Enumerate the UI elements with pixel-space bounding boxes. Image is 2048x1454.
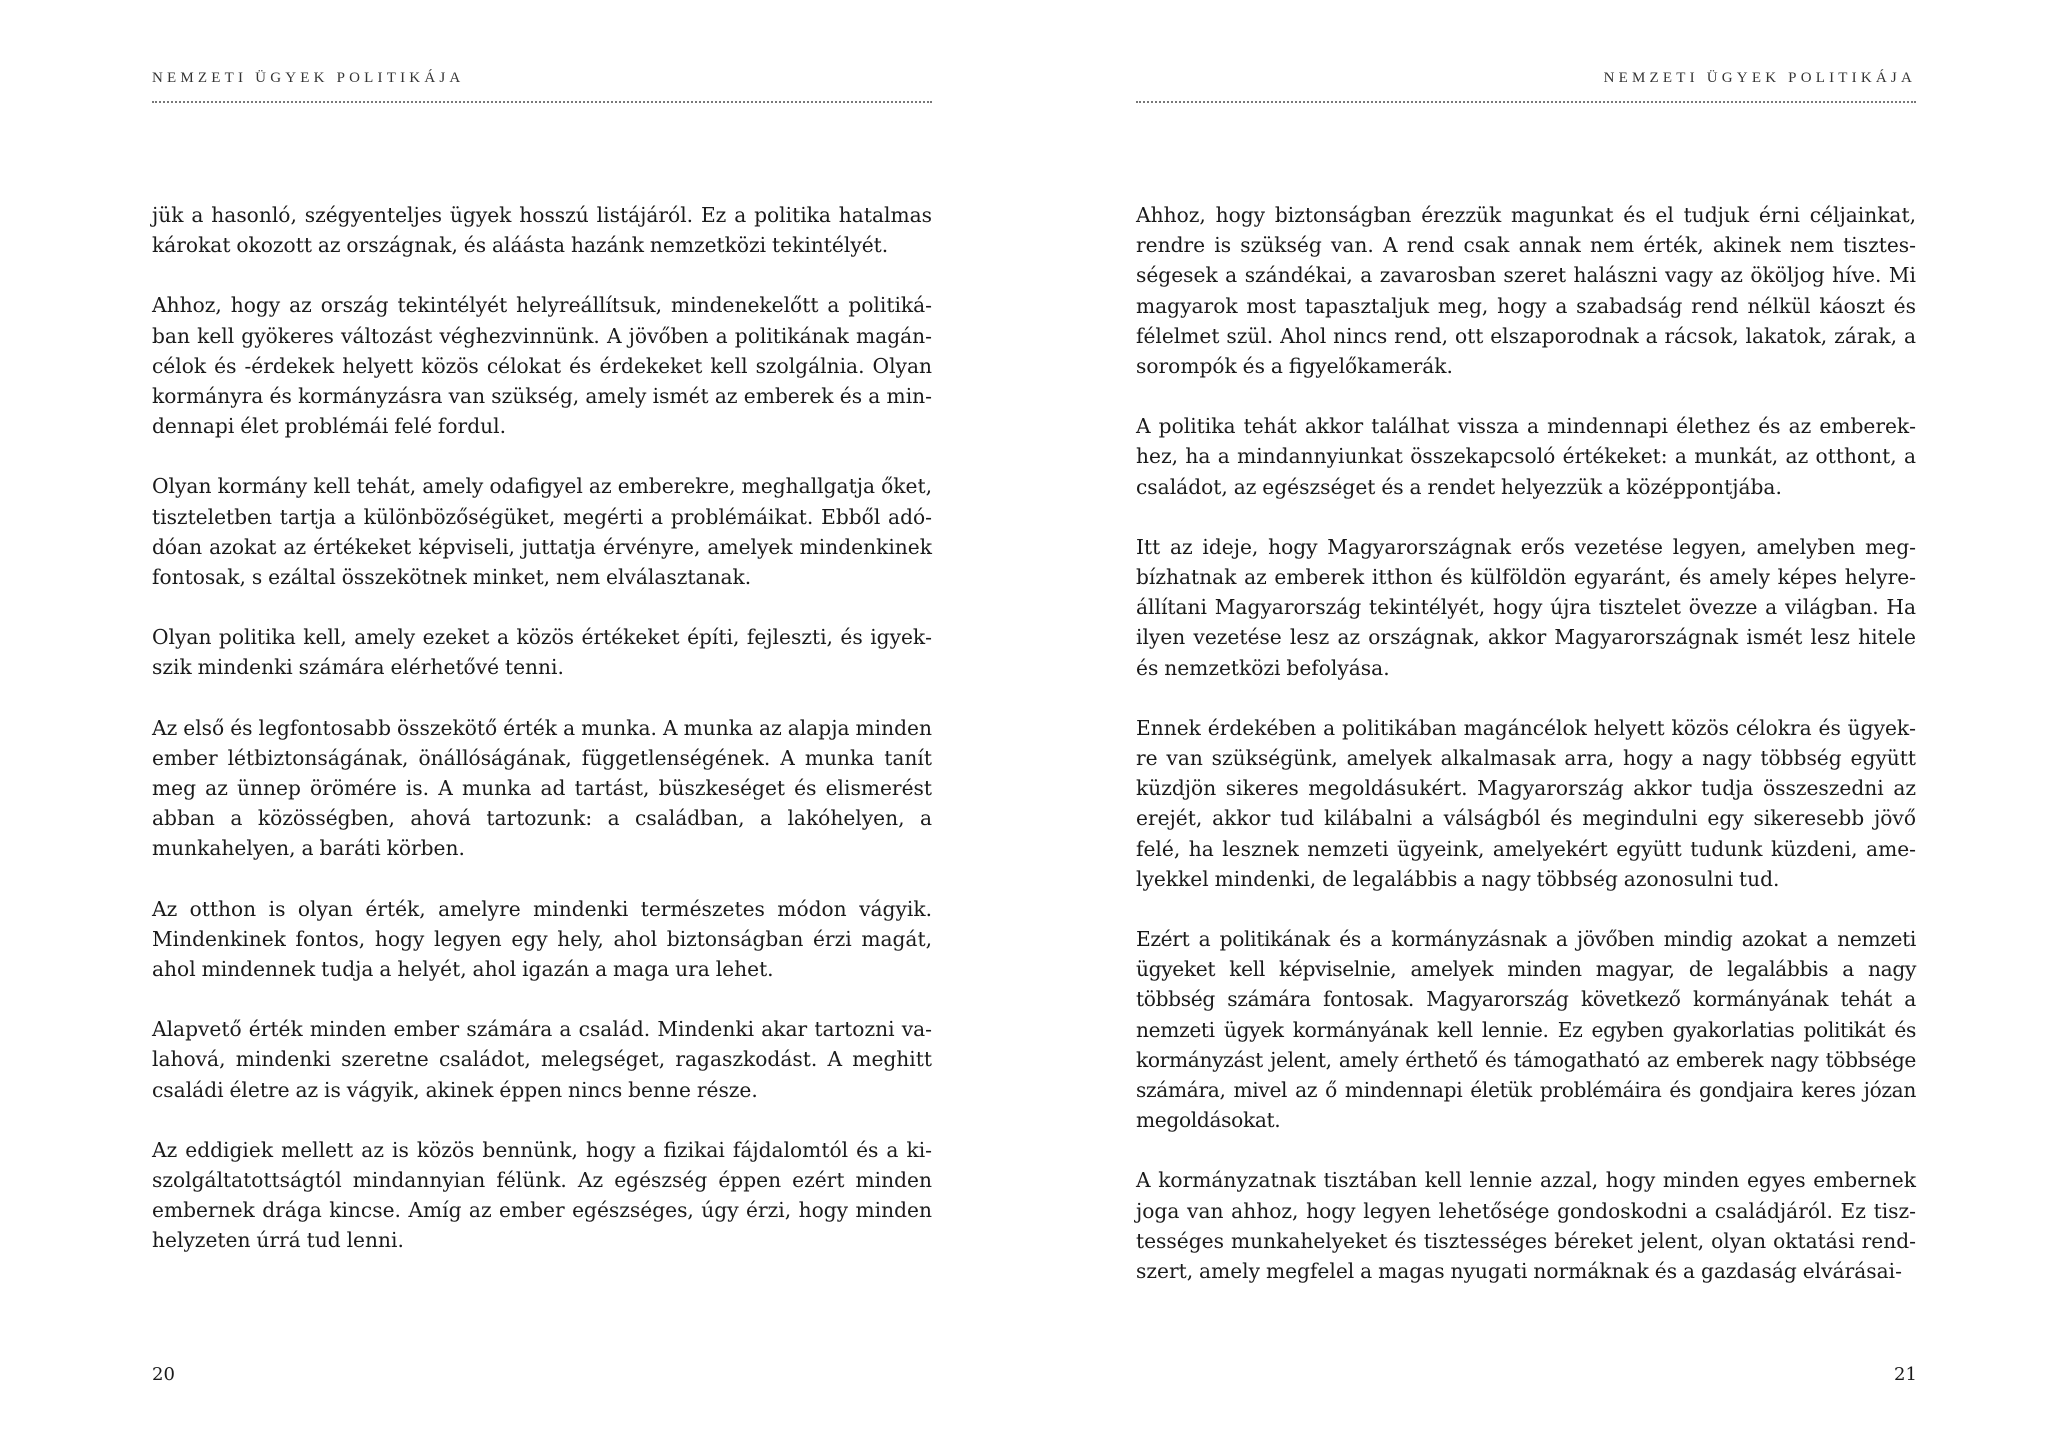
paragraph: Olyan politika kell, amely ezeket a közös értékeket építi, fejleszti, és igyekszik mindenki számára elérhetővé tenni. bbox=[152, 625, 932, 680]
paragraph: A politika tehát akkor találhat vissza a mindennapi élethez és az emberekhez, ha a mindannyiunkat összekapcsoló értékeket: a munkát, az otthont, a családot, az egészséget és a rendet helyezzük a középpontjába. bbox=[1136, 414, 1916, 499]
paragraph: Itt az ideje, hogy Magyarországnak erős vezetése legyen, amelyben megbízhatnak az emberek itthon és külföldön egyaránt, és amely képes helyreállítani Magyarország tekintélyét, hogy újra tisztelet övezze a világban. Ha ilyen vezetése lesz az országnak, akkor Magyarországnak ismét lesz hitele és nemzetközi befolyása. bbox=[1136, 534, 1916, 680]
paragraph: Ezért a politikának és a kormányzásnak a jövőben mindig azokat a nemzeti ügyeket kell képviselnie, amelyek minden magyar, de legalábbis a nagy többség számára fontosak. Magyarország következő kormányának tehát a nemzeti ügyek kormányának kell lennie. Ez egyben gyakorlatias politikát és kormányzást jelent, amely érthető és támogatható az emberek nagy többsége számára, mivel az ő mindennapi életük problémáira és gondjaira keres józan megoldásokat. bbox=[1136, 927, 1916, 1133]
paragraph: Az első és legfontosabb összekötő érték a munka. A munka az alapja minden ember létbiztonságának, önállóságának, függetlenségének. A munka tanít meg az ünnep örömére is. A munka ad tartást, büszkeséget és elismerést abban a közösségben, ahová tartozunk: a családban, a lakóhelyen, a munkahelyen, a baráti körben. bbox=[152, 715, 932, 861]
paragraph: Ennek érdekében a politikában magáncélok helyett közös célokra és ügyekre van szükségünk, amelyek alkalmasak arra, hogy a nagy többség együtt küzdjön sikeres megoldásukért. Magyarország akkor tudja összeszedni az erejét, akkor tud kilábalni a válságból és megindulni egy sikeresebb jövő felé, ha lesznek nemzeti ügyeink, amelyekért együtt tudunk küzdeni, amelyekkel mindenki, de legalábbis a nagy többség azonosulni tud. bbox=[1136, 715, 1916, 891]
paragraph: Alapvető érték minden ember számára a család. Mindenki akar tartozni valahová, mindenki szeretne családot, melegséget, ragaszkodást. A meghitt családi életre az is vágyik, akinek éppen nincs benne része. bbox=[152, 1017, 932, 1102]
paragraph: Az eddigiek mellett az is közös bennünk, hogy a fizikai fájdalomtól és a kiszolgáltatottságtól mindannyian félünk. Az egészség éppen ezért minden embernek drága kincse. Amíg az ember egészséges, úgy érzi, hogy minden helyzeten úrrá tud lenni. bbox=[152, 1137, 932, 1253]
paragraph: Ahhoz, hogy az ország tekintélyét helyreállítsuk, mindenekelőtt a politikában kell gyökeres változást véghezvinnünk. A jövőben a politikának magáncélok és -érdekek helyett közös célokat és érdekeket kell szolgálnia. Olyan kormányra és kormányzásra van szükség, amely ismét az emberek és a mindennapi élet problémái felé fordul. bbox=[152, 293, 932, 439]
paragraph: Az otthon is olyan érték, amelyre mindenki természetes módon vágyik. Mindenkinek fontos, hogy legyen egy hely, ahol biztonságban érzi magát, ahol mindennek tudja a helyét, ahol igazán a maga ura lehet. bbox=[152, 896, 932, 982]
body-text bbox=[152, 200, 932, 1286]
paragraph: jük a hasonló, szégyenteljes ügyek hosszú listájáról. Ez a politika hatalmas károkat okozott az országnak, és aláásta hazánk nemzetközi tekintélyét. bbox=[152, 203, 932, 258]
page-number: 21 bbox=[1894, 1364, 1917, 1385]
running-header: NEMZETI ÜGYEK POLITIKÁJA bbox=[1136, 70, 1916, 103]
right-page bbox=[1024, 0, 2048, 1454]
paragraph: A kormányzatnak tisztában kell lennie azzal, hogy minden egyes embernek joga van ahhoz, hogy legyen lehetősége gondoskodni a családjáról. Ez tisztességes munkahelyeket és tisztességes béreket jelent, olyan oktatási rendszert, amely megfelel a magas nyugati normáknak és a gazdaság elvárásai- bbox=[1136, 1168, 1916, 1284]
running-header: NEMZETI ÜGYEK POLITIKÁJA bbox=[152, 70, 932, 103]
page-number: 20 bbox=[152, 1364, 175, 1385]
body-text bbox=[1136, 200, 1916, 1316]
paragraph: Ahhoz, hogy biztonságban érezzük magunkat és el tudjuk érni céljainkat, rendre is szükség van. A rend csak annak nem érték, akinek nem tisztességesek a szándékai, a zavarosban szeret halászni vagy az ököljog híve. Mi magyarok most tapasztaljuk meg, hogy a szabadság rend nélkül káoszt és félelmet szül. Ahol nincs rend, ott elszaporodnak a rácsok, lakatok, zárak, a sorompók és a figyelőkamerák. bbox=[1136, 203, 1916, 379]
paragraph: Olyan kormány kell tehát, amely odafigyel az emberekre, meghallgatja őket, tiszteletben tartja a különbözőségüket, megérti a problémáikat. Ebből adódóan azokat az értékeket képviseli, juttatja érvényre, amelyek mindenkinek fontosak, s ezáltal összekötnek minket, nem elválasztanak. bbox=[152, 474, 932, 590]
